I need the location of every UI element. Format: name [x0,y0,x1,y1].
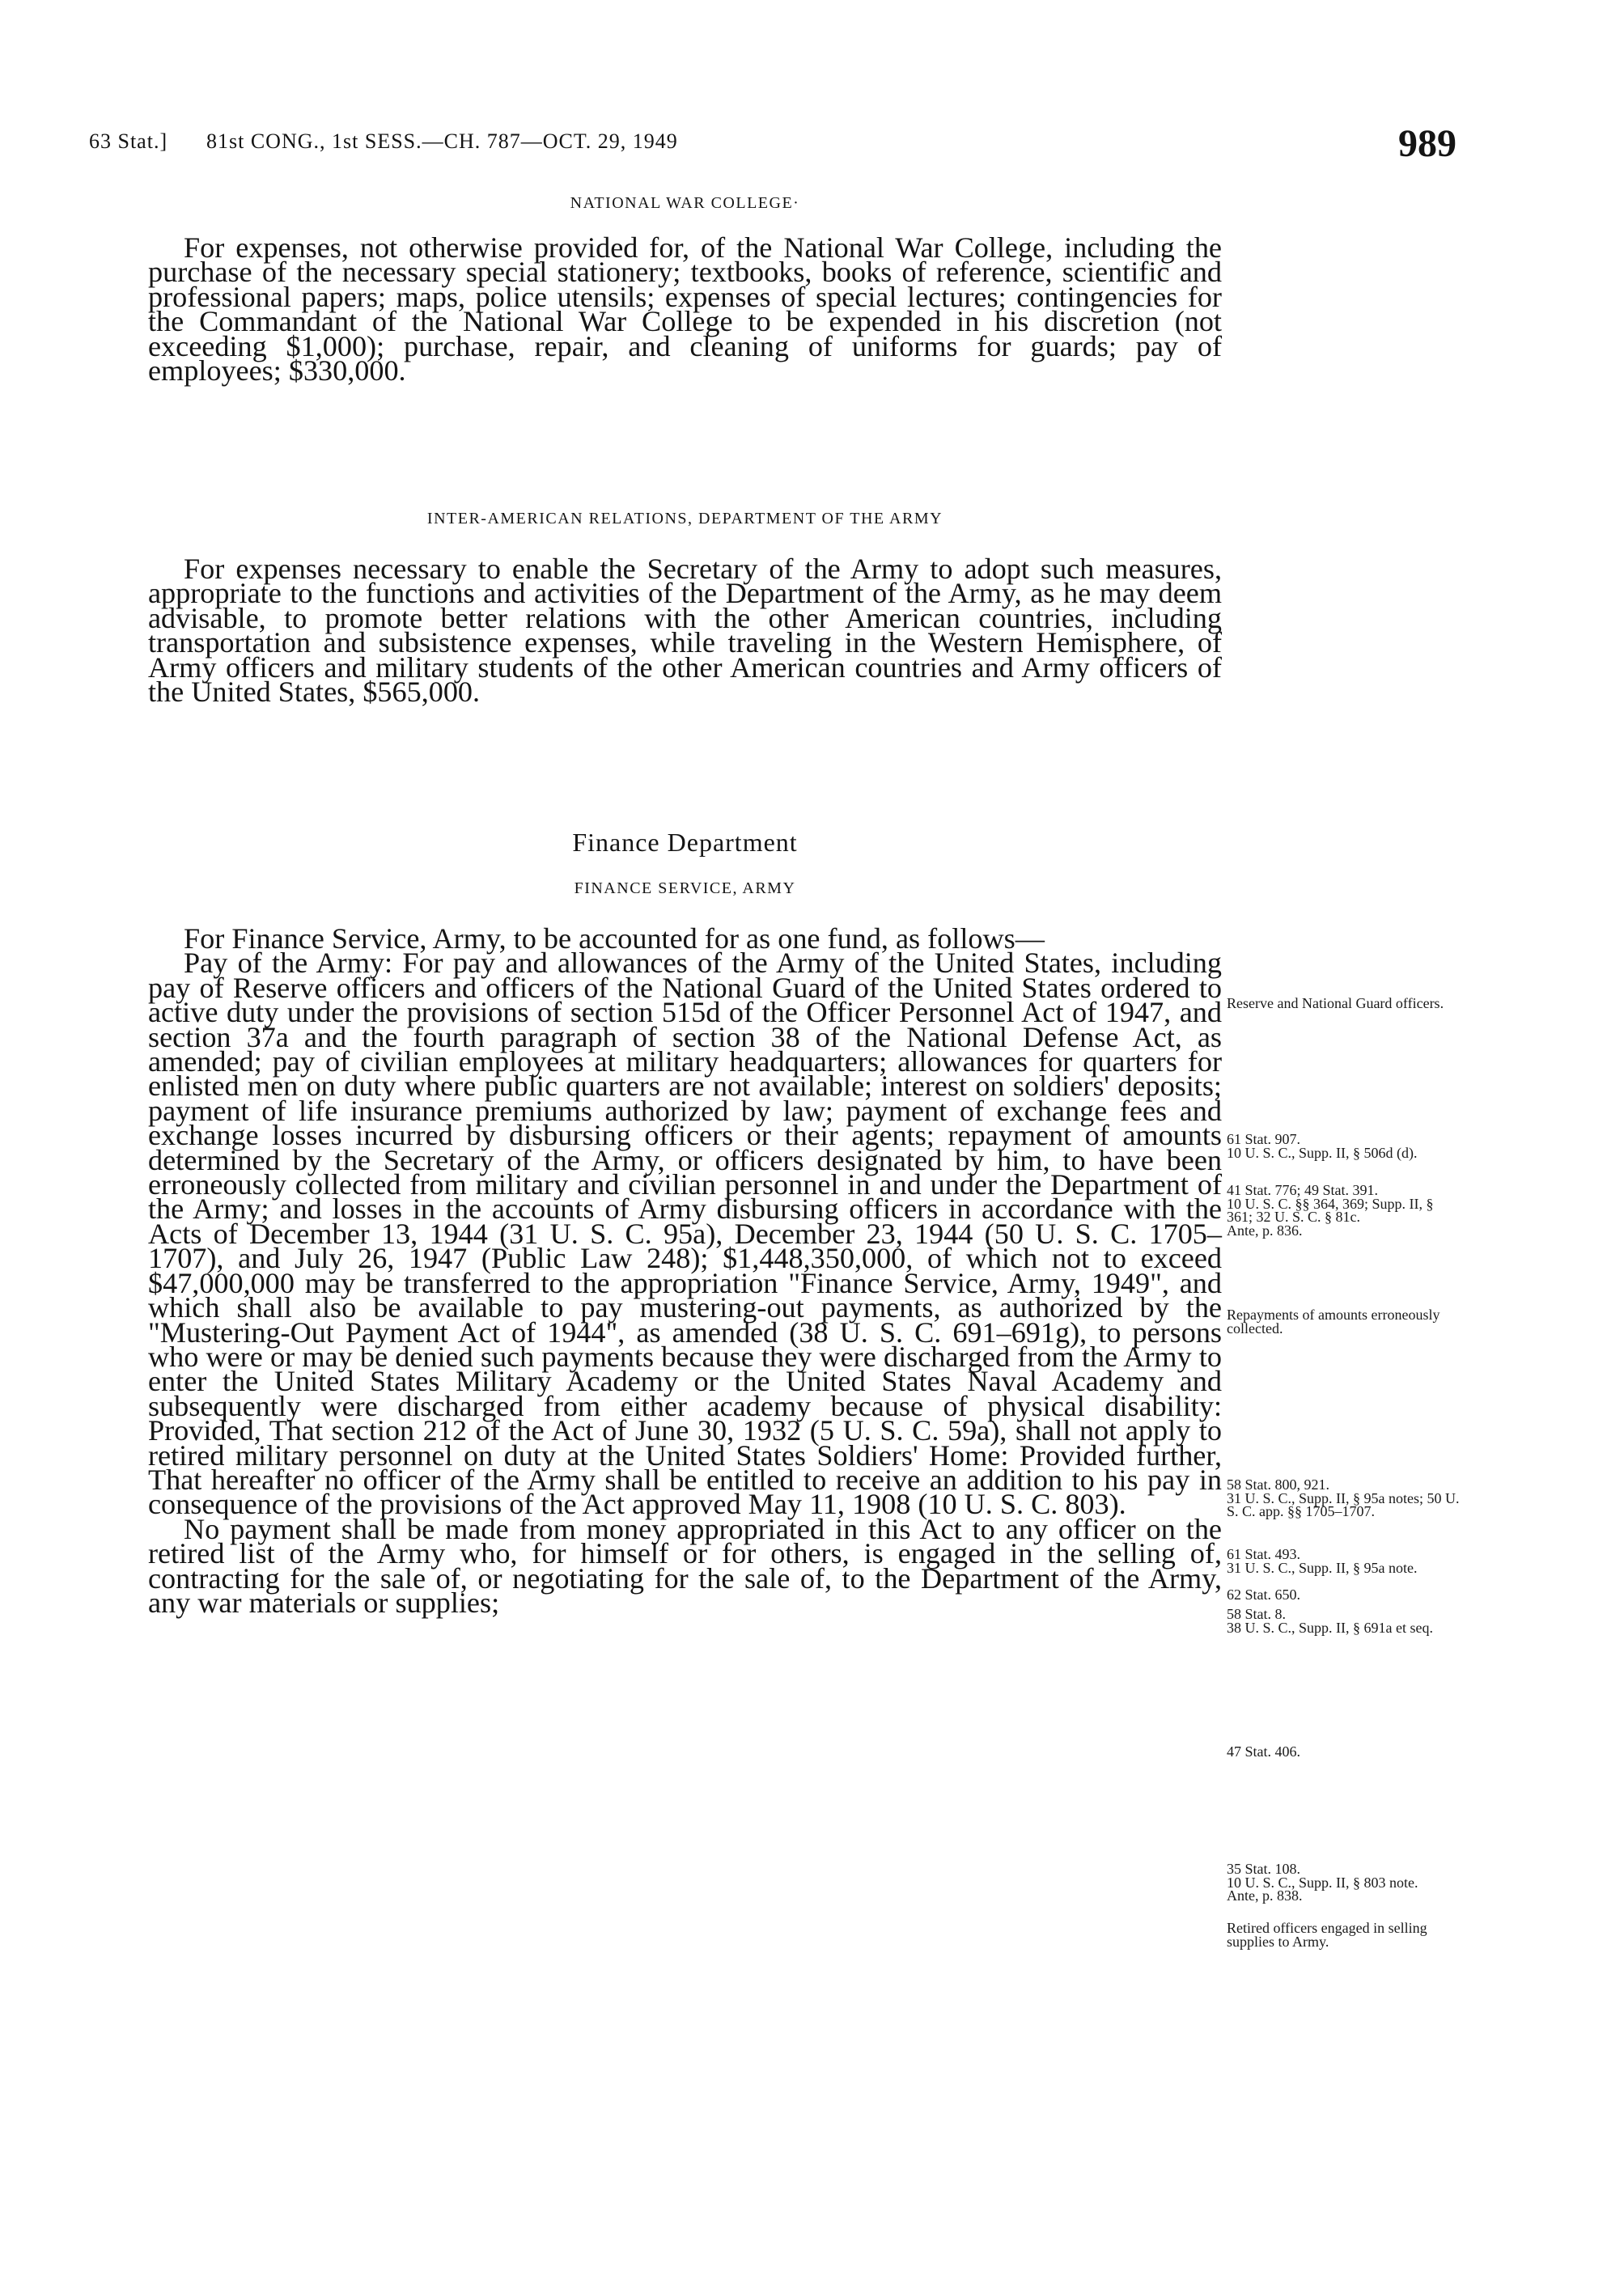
margin-note: Reserve and National Guard officers. [1227,995,1444,1011]
nwc-text-block [148,231,1222,388]
margin-note: Repayments of amounts erroneously collected. [1227,1307,1440,1337]
volume-citation: 63 Stat.] [89,129,168,153]
section-heading: NATIONAL WAR COLLEGE· [570,194,800,212]
margin-note: 58 Stat. 800, 921. 31 U. S. C., Supp. II, § 95a notes; 50 U. S. C. app. §§ 1705–1707. [1227,1476,1460,1519]
section-national-war-college [148,194,1222,213]
finance-service-heading-block [148,879,1222,898]
margin-note: 61 Stat. 907. 10 U. S. C., Supp. II, § 506d (d). [1227,1131,1418,1161]
margin-note: 62 Stat. 650. [1227,1586,1301,1603]
iar-paragraph: For expenses necessary to enable the Secretary of the Army to adopt such measures, appropriate to the functions and activities of the Department of the Army, as he may deem advisable, to promote better relations with the other American countries, including transportation and subsistence expenses, while traveling in the Western Hemisphere, of Army officers and military students of the other American countries and Army officers of the United States, $565,000. [148,553,1222,709]
section-inter-american-relations [148,510,1222,528]
session-line: 81st CONG., 1st SESS.—CH. 787—OCT. 29, 1949 [206,129,678,153]
margin-note: 41 Stat. 776; 49 Stat. 391. 10 U. S. C. §§ 364, 369; Supp. II, § 361; 32 U. S. C. § 81c. Ante, p. 836. [1227,1182,1434,1239]
margin-note: 47 Stat. 406. [1227,1743,1301,1760]
margin-note: 58 Stat. 8. 38 U. S. C., Supp. II, § 691a et seq. [1227,1606,1433,1636]
nwc-paragraph: For expenses, not otherwise provided for, of the National War College, including the purchase of the necessary special stationery; textbooks, books of reference, scientific and professional papers; maps, police utensils; expenses of special lectures; contingencies for the Commandant of the National War College to be expended in his discretion (not exceeding $1,000); purchase, repair, and cleaning of uniforms for guards; pay of employees; $330,000. [148,231,1222,388]
section-heading: INTER-AMERICAN RELATIONS, DEPARTMENT OF THE ARMY [426,510,943,527]
finance-text-block [148,922,1222,1619]
margin-note: Retired officers engaged in selling supplies to Army. [1227,1920,1427,1950]
finance-department-heading-block [148,828,1222,858]
department-heading: Finance Department [572,828,798,857]
margin-note: 61 Stat. 493. 31 U. S. C., Supp. II, § 95a note. [1227,1546,1418,1576]
pay-of-army-paragraph: Pay of the Army: For pay and allowances of the Army of the United States, including pay of Reserve officers and officers of the National Guard of the United States ordered to active duty under the provisions of section 515d of the Officer Personnel Act of 1947, and section 37a and the fourth paragraph of section 38 of the National Defense Act, as amended; pay of civilian employees at military headquarters; allowances for quarters for enlisted men on duty where public quarters are not available; interest on soldiers' deposits; payment of life insurance premiums authorized by law; payment of exchange fees and exchange losses incurred by disbursing officers or their agents; repayment of amounts determined by the Secretary of the Army, or officers designated by him, to have been erroneously collected from military and civilian personnel in and under the Department of the Army; and losses in the accounts of Army disbursing officers in accordance with the Acts of December 13, 1944 (31 U. S. C. 95a), December 23, 1944 (50 U. S. C. 1705–1707), and July 26, 1947 (Public Law 248); $1,448,350,000, of which not to exceed $47,000,000 may be transferred to the appropriation "Finance Service, Army, 1949", and which shall also be available to pay mustering-out payments, as authorized by the "Mustering-Out Payment Act of 1944", as amended (38 U. S. C. 691–691g), to persons who were or may be denied such payments because they were discharged from the Army to enter the United States Military Academy or the United States Naval Academy and subsequently were discharged from either academy because of physical disability: Provided, That section 212 of the Act of June 30, 1932 (5 U. S. C. 59a), shall not apply to retired military personnel on duty at the United States Soldiers' Home: Provided further, That hereafter no officer of the Army shall be entitled to receive an addition to his pay in consequence of the provisions of the Act approved May 11, 1908 (10 U. S. C. 803). [148,947,1222,1521]
finance-intro-paragraph: For Finance Service, Army, to be accounted for as one fund, as follows— [184,922,1045,955]
iar-text-block [148,553,1222,709]
page-header [89,122,1456,178]
no-payment-paragraph: No payment shall be made from money appropriated in this Act to any officer on the retired list of the Army who, for himself or for others, is engaged in the selling of, contracting for the sale of, or negotiating for the sale of, to the Department of the Army, any war materials or supplies; [148,1512,1222,1619]
margin-note: 35 Stat. 108. 10 U. S. C., Supp. II, § 803 note. Ante, p. 838. [1227,1861,1418,1904]
sub-heading: FINANCE SERVICE, ARMY [574,879,796,897]
page-number: 989 [1398,122,1456,165]
